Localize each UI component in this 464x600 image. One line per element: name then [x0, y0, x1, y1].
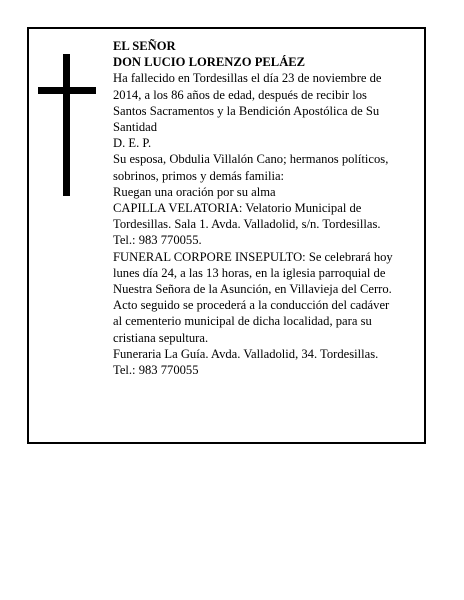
obituary-text-line: Tordesillas. Sala 1. Avda. Valladolid, s/n. Tordesillas.: [113, 217, 381, 232]
obituary-text-line: Nuestra Señora de la Asunción, en Villavieja del Cerro.: [113, 282, 392, 297]
obituary-text-line: Acto seguido se procederá a la conducción del cadáver: [113, 298, 390, 313]
obituary-text-line: sobrinos, primos y demás familia:: [113, 168, 285, 183]
obituary-text-line: Santidad: [113, 120, 158, 135]
obituary-title-line-1: EL SEÑOR: [113, 39, 176, 53]
obituary-text-line: Tel.: 983 770055: [113, 363, 199, 378]
obituary-text-line: lunes día 24, a las 13 horas, en la iglesia parroquial de: [113, 265, 386, 280]
obituary-text-line: D. E. P.: [113, 136, 152, 151]
cross-horizontal-bar: [38, 87, 96, 94]
obituary-text-line: Funeraria La Guía. Avda. Valladolid, 34. Tordesillas.: [113, 346, 379, 361]
obituary-text-line: Santos Sacramentos y la Bendición Apostólica de Su: [113, 103, 380, 118]
obituary-text-line: Ha fallecido en Tordesillas el día 23 de noviembre de: [113, 71, 382, 86]
cross-vertical-bar: [63, 54, 70, 196]
obituary-text-line: cristiana sepultura.: [113, 330, 209, 345]
cross-icon: [38, 54, 96, 196]
obituary-text-line: 2014, a los 86 años de edad, después de recibir los: [113, 87, 367, 102]
obituary-text-line: al cementerio municipal de dicha localidad, para su: [113, 314, 372, 329]
obituary-text: [113, 38, 423, 378]
obituary-text-line: FUNERAL CORPORE INSEPULTO: Se celebrará hoy: [113, 249, 393, 264]
obituary-text-line: Ruegan una oración por su alma: [113, 184, 276, 199]
obituary-title-line-2: DON LUCIO LORENZO PELÁEZ: [113, 55, 306, 70]
obituary-text-line: CAPILLA VELATORIA: Velatorio Municipal de: [113, 201, 362, 216]
obituary-text-line: Tel.: 983 770055.: [113, 233, 202, 248]
obituary-text-line: Su esposa, Obdulia Villalón Cano; hermanos políticos,: [113, 152, 389, 167]
